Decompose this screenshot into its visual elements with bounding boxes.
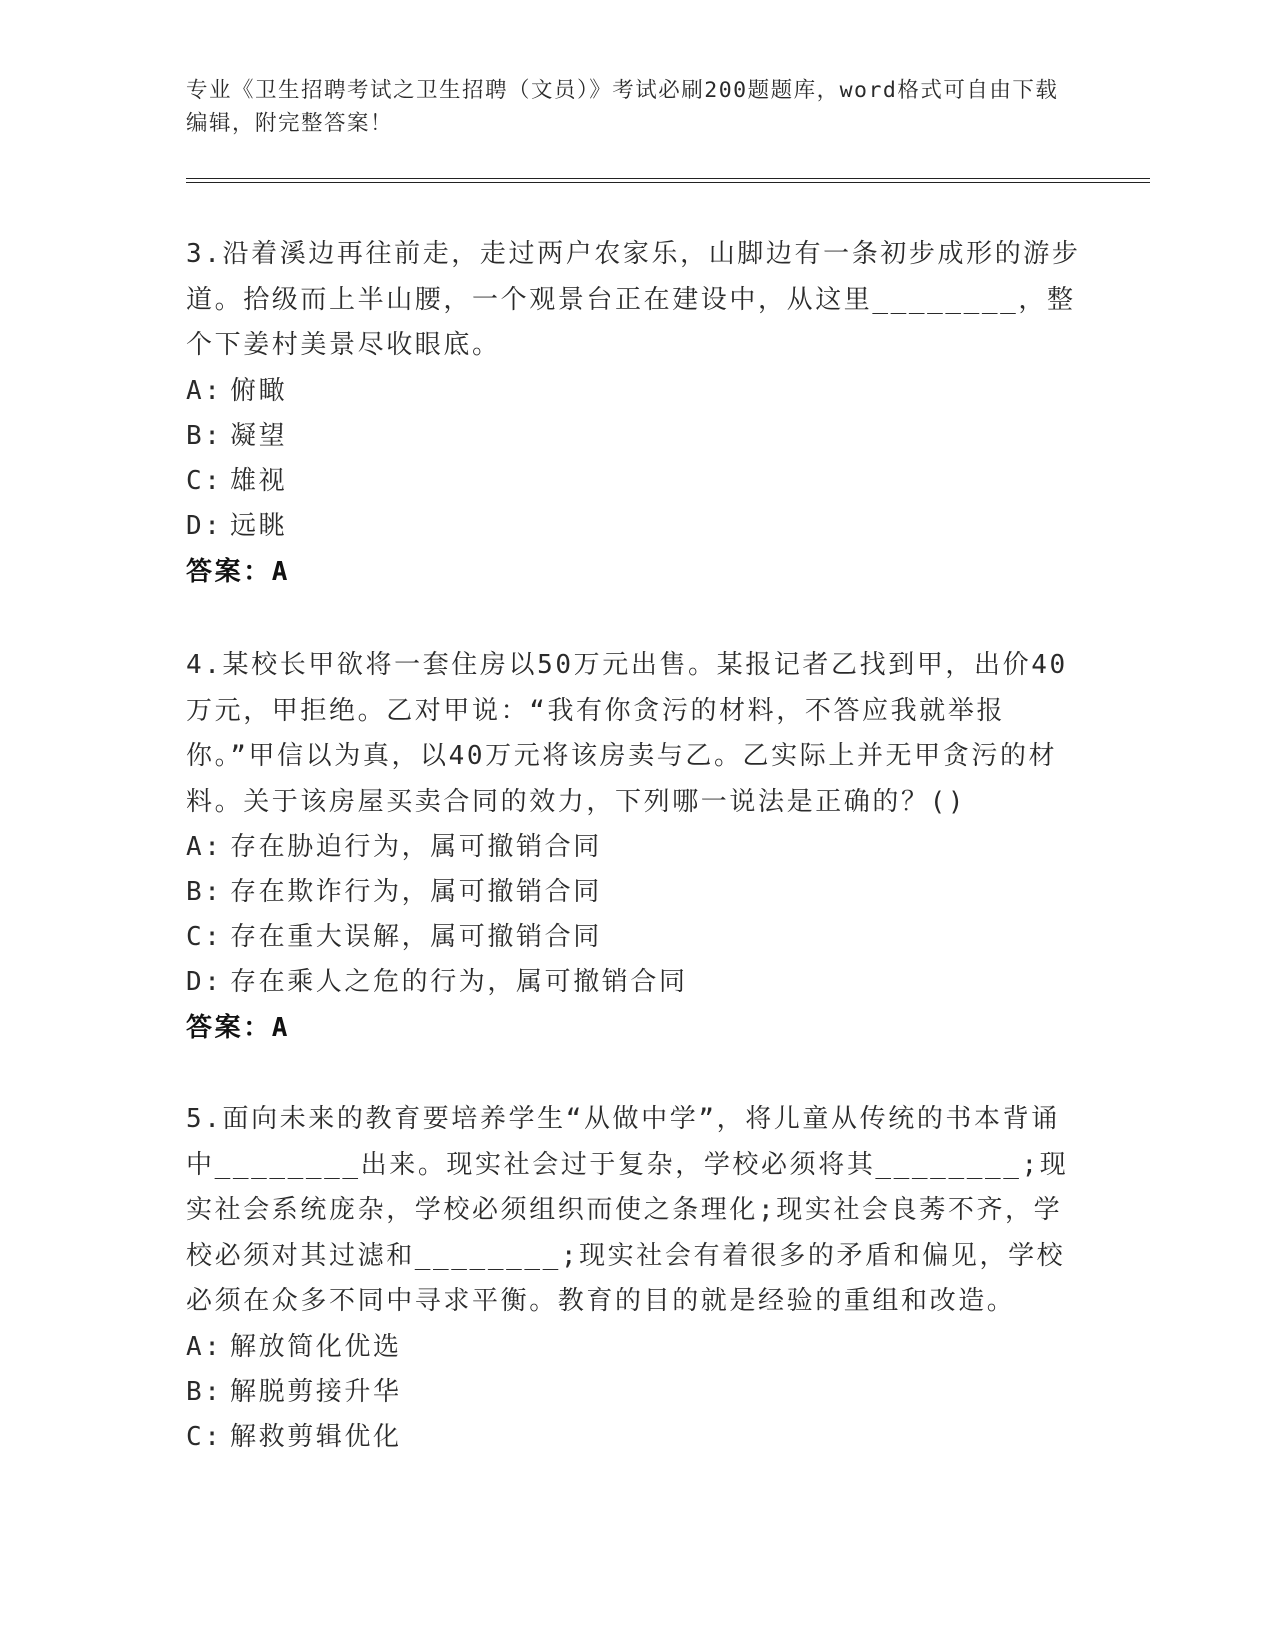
option-text: 远眺	[230, 510, 288, 541]
option-b	[186, 870, 1086, 915]
option-a	[186, 1325, 1086, 1370]
option-key: C:	[186, 465, 223, 496]
option-text: 凝望	[230, 420, 288, 451]
option-text: 解救剪辑优化	[230, 1421, 402, 1452]
option-text: 解脱剪接升华	[230, 1376, 402, 1407]
option-text: 存在欺诈行为，属可撤销合同	[230, 877, 602, 907]
option-key: B:	[186, 420, 223, 451]
option-text: 存在重大误解，属可撤销合同	[230, 922, 602, 952]
question-5	[186, 1097, 1086, 1460]
option-key: C:	[186, 922, 223, 952]
option-key: C:	[186, 1421, 223, 1452]
document-intro: 专业《卫生招聘考试之卫生招聘（文员）》考试必刷200题题库，word格式可自由下载编辑，附完整答案！	[186, 78, 1059, 136]
option-key: A:	[186, 375, 223, 406]
header-divider-top	[186, 178, 1150, 179]
question-3	[186, 232, 1086, 595]
option-text: 雄视	[230, 465, 288, 496]
option-d	[186, 504, 1086, 549]
option-d	[186, 960, 1086, 1005]
option-b	[186, 414, 1086, 459]
option-a	[186, 369, 1086, 414]
option-key: A:	[186, 832, 223, 862]
option-key: B:	[186, 1376, 223, 1407]
option-text: 存在胁迫行为，属可撤销合同	[230, 832, 602, 862]
question-stem: 5.面向未来的教育要培养学生“从做中学”，将儿童从传统的书本背诵中________出来。现实社会过于复杂，学校必须将其________;现实社会系统庞杂，学校必须组织而使之条理化;现实社会良莠不齐，学校必须对其过滤和________;现实社会有着很多的矛盾和偏见，学校必须在众多不同中寻求平衡。教育的目的就是经验的重组和改造。	[186, 1104, 1069, 1316]
option-text: 解放简化优选	[230, 1331, 402, 1362]
option-key: A:	[186, 1331, 223, 1362]
answer: 答案：A	[186, 556, 291, 587]
question-stem: 4.某校长甲欲将一套住房以50万元出售。某报记者乙找到甲，出价40万元，甲拒绝。乙对甲说：“我有你贪污的材料，不答应我就举报你。”甲信以为真，以40万元将该房卖与乙。乙实际上并无甲贪污的材料。关于该房屋买卖合同的效力，下列哪一说法是正确的？()	[186, 650, 1068, 817]
question-4	[186, 643, 1086, 1051]
question-stem: 3.沿着溪边再往前走，走过两户农家乐，山脚边有一条初步成形的游步道。拾级而上半山腰，一个观景台正在建设中，从这里________，整个下姜村美景尽收眼底。	[186, 239, 1081, 360]
option-key: D:	[186, 967, 223, 997]
option-text: 俯瞰	[230, 375, 288, 406]
option-c	[186, 459, 1086, 504]
option-text: 存在乘人之危的行为，属可撤销合同	[230, 967, 688, 997]
option-a	[186, 825, 1086, 870]
answer: 答案：A	[186, 1013, 291, 1043]
header-divider-bottom	[186, 182, 1150, 183]
option-c	[186, 915, 1086, 960]
option-key: B:	[186, 877, 223, 907]
option-key: D:	[186, 510, 223, 541]
option-b	[186, 1370, 1086, 1415]
option-c	[186, 1415, 1086, 1460]
